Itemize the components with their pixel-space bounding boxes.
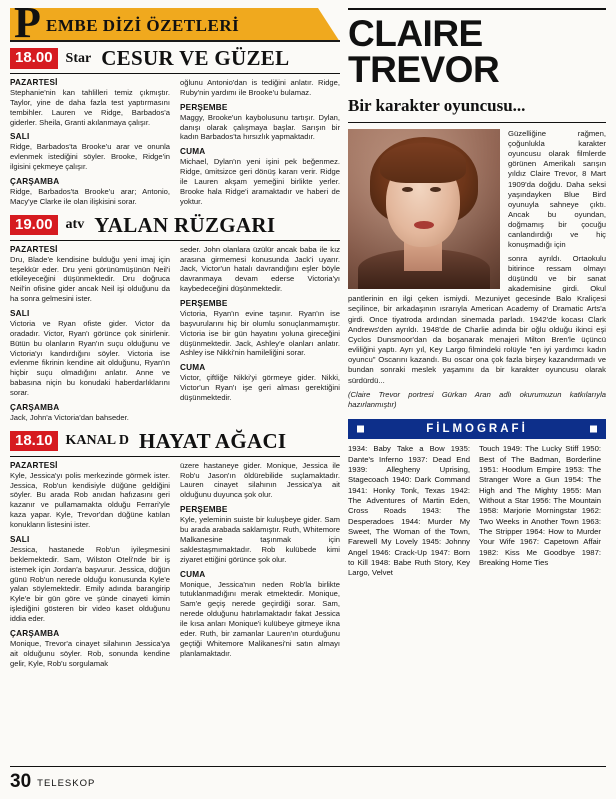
section-title: EMBE DİZİ ÖZETLERİ bbox=[46, 16, 240, 35]
day-label: SALI bbox=[10, 309, 30, 319]
filmography-header bbox=[348, 419, 606, 439]
photo-credit-caption: (Claire Trevor portresi Gürkan Aran adlı okurumuzun katkılarıyla hazırlanmıştır) bbox=[348, 389, 606, 409]
day-label: SALI bbox=[10, 132, 30, 142]
day-text: Stephanie'nin kan tahlilleri temiz çıkmıştır. Taylor, yine de daha fazla test yaptırmasını tembihler. Lauren ve Ridge, Barbados'a giderler. Sheila, Granti akılanmaya çalışır. bbox=[10, 88, 170, 127]
header-corner-cut bbox=[318, 8, 340, 42]
filmography-text: 1934: Baby Take a Bow 1935: Dante's Inferno 1937: Dead End 1939: Allegheny Uprising, Stagecoach 1940: Dark Command 1941: Honky Tonk, Texas 1942: The Adventures of Martin Eden, Cross Roads 1943: The Desperadoes 1944: Murder My Sweet, The Woman of the Town, Farewell My Lovely 1945: Johnny Angel 1946: Crack-Up 1947: Born to Kill 1948: Babe Ruth Story, Key Largo, Velvet bbox=[348, 444, 470, 578]
day-label: ÇARŞAMBA bbox=[10, 628, 60, 638]
show-header-3 bbox=[10, 429, 340, 457]
show-text-columns bbox=[10, 78, 340, 209]
show-title: CESUR VE GÜZEL bbox=[101, 46, 290, 70]
subtitle-divider bbox=[348, 122, 606, 123]
right-column bbox=[348, 8, 606, 763]
show-col-right bbox=[180, 245, 340, 425]
portrait-hair-front bbox=[380, 143, 466, 183]
article-subtitle: Bir karakter oyuncusu... bbox=[348, 95, 526, 115]
show-text-columns bbox=[10, 461, 340, 671]
day-text: Jack, John'a Victoria'dan bahseder. bbox=[10, 412, 129, 422]
square-ornament-left-icon bbox=[357, 426, 364, 433]
show-channel: KANAL D bbox=[65, 433, 129, 449]
day-label: ÇARŞAMBA bbox=[10, 402, 60, 412]
day-label: PAZARTESİ bbox=[10, 78, 58, 87]
day-label: SALI bbox=[10, 534, 30, 544]
day-text: Victor, çiftliğe Nikki'yi görmeye gider. Nikki, Victor'un Ryan'ı işe geri alması gerektiğini düşünmektedir. bbox=[180, 373, 340, 403]
day-text: Monique, Jessica'nın neden Rob'la birlikte tutuklanmadığını merak etmektedir. Monique, Sam'e geçiş nerede geçirdiği sorar. Sam, nerede olduğunu hatırlamaktadır fakat Jessica ile kısa anları Monique'i kulübeye gitmeye ikna eder. Ruth, bir zamanlar Lauren'ın oturduğunu geçtiği Whitemore Malikanesi'ni satın almayı planlamaktadır. bbox=[180, 579, 340, 658]
day-label: PERŞEMBE bbox=[180, 299, 228, 309]
day-label: PAZARTESİ bbox=[10, 460, 58, 470]
portrait-eye-right bbox=[430, 187, 441, 192]
day-text: Maggy, Brooke'un kaybolusunu tartışır. Dylan, danışı olarak çalışmaya başlar. Sarışın bir kadın Barbados'ta hırsızlık yapmaktadır. bbox=[180, 112, 340, 142]
star-name-line2: TREVOR bbox=[348, 48, 500, 90]
show-header-2 bbox=[10, 213, 340, 241]
filmography-col-1 bbox=[348, 444, 470, 578]
show-channel: Star bbox=[65, 50, 92, 66]
article-body-text: sonra ayrıldı. Ortaokulu bitirince ressam olmayı düşündü ve bir sanat akademisine girdi. Okul pantlerinin en ilgi çeken ismiydi. Mezuniyet gecesinde Balo Kraliçesi seçilince, bir arkadaşının ısrarıyla American Academy of Dramatic Arts'a girdi. Once tiyatroda ardından sinemada parladı. 1942'de kocası Clark Andrews'den ayrıldı. 1948'de de Charlie adında bir oğlu olduğu ikinci eşi Cyclos Dunsmoor'dan da boşanarak menajeri Milton Bren'le üçüncü evliliğini yaptı. Ayrı yıl, Key Largo filmindeki rolüyle "en iyi yardımcı kadın oyuncu" Oscarını kazandı. Bu oscar ona çok fazla birşey kazandırmadı ve bundan sonraki meslek yaşamını da bir karakter oyuncusu olarak sürdürdü... bbox=[348, 253, 606, 385]
day-text: Victoria ve Ryan ofiste gider. Victor da oradadır. Victor, Ryan'ı görünce çok sinirlenir. Bütün bu olanların Ryan'ın suçu olduğunu ve Victoria'yı kandırdığını söyler. Victoria ise evlenme fikrinin kendine ait olduğunu, Ryan'ın hiçbir suçu olmadığını anlatır. Anne ve babasına niçin bu konudaki haberdarlıklarını sorar. bbox=[10, 319, 170, 398]
show-block-1 bbox=[10, 46, 340, 209]
day-text: Dru, Blade'e kendisine bulduğu yeni imaj için teşekkür eder. Dru yeni görünümüşünün Neil'i etkileyeceğini düşünmektedir. Dru doğruca Neil'in ofisine gider ancak Neil işi olduğunu da ha sonra gelmesini ister. bbox=[10, 254, 170, 304]
day-text: Monique, Trevor'a cinayet silahının Jessica'ya ait olduğunu söyler. Rob, sonunda kendine gelir, Kyle, Rob'u sorgulamak bbox=[10, 638, 170, 668]
day-text: Kyle, Jessica'yı polis merkezinde görmek ister. Jessica, Rob'un kendisiyle düğüne geldiğini söyler. Bu arada Rob anıdan hafızasını geri kazanır ve pullamamakta olduğu Ferrari'yle kaza yapar. Kyle, Trevor'dan düğüne katılan konukların listesini ister. bbox=[10, 470, 170, 530]
show-col-left bbox=[10, 461, 170, 671]
filmography-title: FİLMOGRAFİ bbox=[426, 423, 528, 436]
day-label: ÇARŞAMBA bbox=[10, 177, 60, 187]
day-label: CUMA bbox=[180, 147, 206, 157]
show-time-badge: 19.00 bbox=[10, 215, 58, 235]
show-col-right bbox=[180, 461, 340, 671]
day-text: Kyle, yeleminin suiste bir kuluşbeye gider. Sam bu arada arabada saklamıştır. Ruth, Whitemore Malkanesine taşınmak için saklestaşmımaktadır. Rob kulübede kimi ziyaret ettiğini görünce şok olur. bbox=[180, 515, 340, 564]
footer-divider bbox=[10, 766, 606, 767]
top-divider bbox=[348, 8, 606, 10]
filmography-columns bbox=[348, 444, 606, 578]
day-label: PERŞEMBE bbox=[180, 505, 228, 515]
show-title: YALAN RÜZGARI bbox=[94, 212, 276, 237]
day-text: Michael, Dylan'ın yeni işini pek beğenmez. Ridge, ümitsizce geri dönüş kararı verir. Ridge ile Lauren akşam yemeğini birlikte yerler. Brooke hala Ridge'i aramaktadır ve haberi de yoktur. bbox=[180, 157, 340, 206]
page-number: 30 bbox=[10, 771, 32, 792]
page-footer bbox=[10, 772, 95, 791]
square-ornament-right-icon bbox=[590, 426, 597, 433]
left-column bbox=[10, 8, 340, 763]
show-text-columns bbox=[10, 245, 340, 425]
show-time-badge: 18.10 bbox=[10, 431, 58, 451]
day-text: Ridge, Barbados'ta Brooke'u arar ve onunla evlenmek istediğini söyler. Brooke, Ridge'in ilgisini çekmeye çalışır. bbox=[10, 142, 170, 172]
show-block-2 bbox=[10, 213, 340, 425]
day-text: Victoria, Ryan'ın evine taşınır. Ryan'ın ise başvurularını hiç bir olumlu sonuçlanmamıştır. Victoria ise bir gün hayatını yoluna gireceğini düşünmektedir. Jack, Ashley'e olanları anlatır. Ashley ise Nikki'nin hamileliğini sorar. bbox=[180, 309, 340, 358]
day-label: CUMA bbox=[180, 569, 206, 579]
show-time-badge: 18.00 bbox=[10, 48, 58, 68]
show-col-left bbox=[10, 245, 170, 425]
day-text: Ridge, Barbados'ta Brooke'u arar; Antonio, Macy'ye Clarke ile olan ilişkisini sorar. bbox=[10, 187, 170, 206]
magazine-name: TELESKOP bbox=[37, 778, 96, 789]
show-col-left bbox=[10, 78, 170, 209]
portrait-eye-left bbox=[402, 187, 413, 192]
section-header-banner bbox=[10, 8, 340, 42]
day-text: üzere hastaneye gider. Monique, Jessica ile Rob'u Jason'ın öldürebilide suçlamaktadır. Lauren cinayet silahının Jessica'ya ait olduğunu duyunca şok olur. bbox=[180, 460, 340, 500]
show-header-1 bbox=[10, 46, 340, 74]
day-label: CUMA bbox=[180, 363, 206, 373]
portrait-lips bbox=[414, 221, 434, 229]
show-title: HAYAT AĞACI bbox=[138, 428, 287, 453]
show-block-3 bbox=[10, 429, 340, 671]
show-col-right bbox=[180, 78, 340, 209]
show-channel: atv bbox=[65, 217, 85, 233]
day-text: oğlunu Antonio'dan is tediğini anlatır. Ridge, Ruby'nin yardımı ile Brooke'u bulamaz. bbox=[180, 78, 340, 97]
article-lead-text: Güzelliğine rağmen, çoğunlukla karakter oyuncusu olarak filmlerde görünen Amerikalı sarışın yıldız Claire Trevor, 8 Mart 1909'da doğdu. Daha seksi yaşındayken Blue Bird oyunuyla sahneye çıktı. Ancak bu oyundan, doğmamış bir çocuğu canlandırdığı ve hiç konuşmadığı için bbox=[508, 128, 606, 250]
star-portrait-photo bbox=[348, 129, 500, 289]
star-name-line1: CLAIRE bbox=[348, 13, 483, 54]
section-initial: P bbox=[14, 8, 41, 42]
day-text: Jessica, hastanede Rob'un iyileşmesini beklemektedir. Sam, Wilston Oteli'nde bir iş istemek için Jordan'a başvurur. Jessica, düğün günü Rob'un nerede olduğu konusunda Kyle'e yalan söylemektedir. Emily adında barangirip Kyle'e bir gün göre ve şünde cinayeti kimin işlediğini gösteren bir video kaset olduğunu iddia eder. bbox=[10, 544, 170, 623]
filmography-col-2 bbox=[479, 444, 601, 578]
day-label: PERŞEMBE bbox=[180, 102, 228, 112]
day-text: seder. John olanlara üzülür ancak baba ile kız arasına girmemesi konusunda Jack'i uyarır. Jack, Victor'un hatalı davrandığını eşler böyle davranmaya devam ederse Victoria'yı kaybedeceğini düşünmektedir. bbox=[180, 244, 340, 294]
day-label: PAZARTESİ bbox=[10, 244, 58, 254]
filmography-text: Touch 1949: The Lucky Stiff 1950: Best of The Badman, Borderline 1951: Hoodlum Empire 1953: The Stranger Wore a Gun 1954: The High and The Mighty 1955: Man Without a Star 1956: The Mountain 1958: Marjorie Morningstar 1962: Two Weeks in Another Town 1963: The Stripper 1964: How to Murder Your Wife 1967: Capetown Affair 1982: Kiss Me Goodbye 1987: Breaking Home Ties bbox=[479, 444, 601, 567]
